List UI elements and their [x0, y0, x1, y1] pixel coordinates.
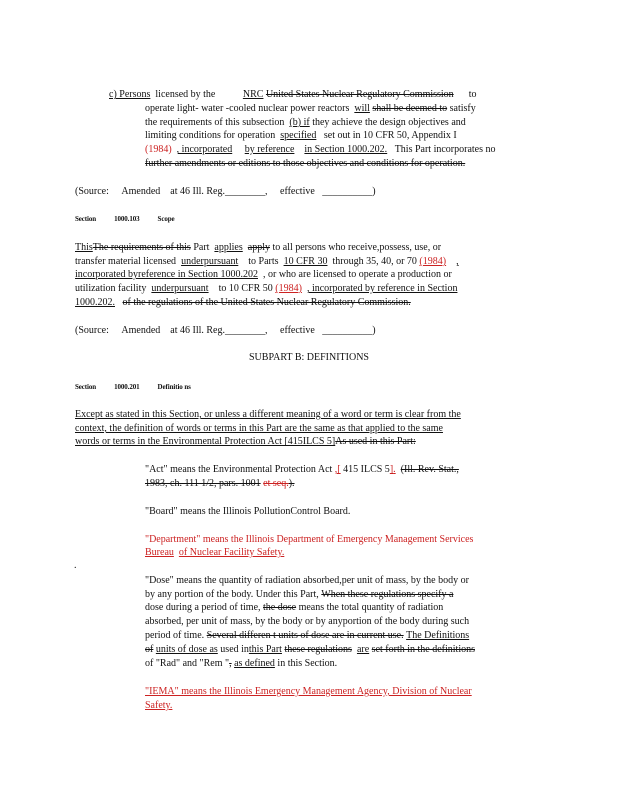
inserted-text: words or terms in the Environmental Protection Act [415ILCS 5]: [75, 436, 336, 447]
inserted-text: The Definitions: [406, 630, 470, 641]
text: "Act" means the Environmental Protection Act: [145, 464, 333, 475]
inserted-text-red: (1984): [419, 256, 447, 267]
def-dose-line-1: "Dose" means the quantity of radiation absorbed,per unit of mass, by the body or: [145, 575, 469, 586]
text: Amended: [121, 186, 161, 197]
text: set out in 10 CFR 50, Appendix I: [323, 130, 457, 141]
scope-line-3: [75, 269, 452, 281]
def-department-line-2: [145, 547, 284, 559]
definitions-intro-line-2: context, the definition of words or terms in this Part are the same as that applied to the same: [75, 423, 443, 434]
para-c-line-2: [145, 103, 476, 115]
inserted-text: , incorporated by reference in Section: [306, 283, 458, 294]
deleted-text: 1983, ch. 111 1/2, pars. 1001: [145, 478, 261, 489]
source-note-1: [75, 186, 376, 198]
item-label: c) Persons: [109, 89, 151, 100]
deleted-text: As used in this Part:: [335, 436, 416, 447]
scope-line-4: [75, 283, 457, 295]
text: in this Section.: [277, 658, 338, 669]
text: licensed by the: [155, 89, 216, 100]
text: effective: [280, 325, 315, 336]
text: transfer material licensed: [75, 256, 177, 267]
section-number: 1000.201: [114, 383, 140, 391]
text: at 46 Ill. Reg.: [170, 325, 225, 336]
inserted-text: will: [354, 103, 370, 114]
inserted-text-red: (1984): [275, 283, 302, 294]
text: (Source:: [75, 186, 109, 197]
text: to 10 CFR 50: [218, 283, 273, 294]
source-note-2: [75, 325, 376, 337]
inserted-text-red: ]: [389, 464, 394, 475]
deleted-text: further amendments or editions to those objectives and conditions for operation.: [145, 158, 466, 169]
inserted-text: as defined: [234, 658, 275, 669]
section-heading-1000-201: [75, 381, 209, 393]
inserted-text: 1000.202.: [75, 297, 115, 308]
def-dose-line-7: [145, 658, 337, 670]
scope-line-1: [75, 242, 441, 254]
def-dose-line-6: [145, 644, 475, 656]
para-c-line-6: [145, 158, 465, 170]
section-number: 1000.103: [114, 215, 140, 223]
section-label: Section: [75, 383, 97, 391]
text: Part: [193, 242, 210, 253]
section-label: Section: [75, 215, 97, 223]
def-dose-line-5: [145, 630, 469, 642]
deleted-text: the dose: [263, 602, 297, 613]
text: at 46 Ill. Reg.: [170, 186, 225, 197]
deleted-text: these regulations: [284, 644, 352, 655]
def-dose-line-2: [145, 589, 453, 601]
inserted-text: underpursuant: [181, 256, 239, 267]
def-iema-line-2: Safety.: [145, 700, 173, 711]
inserted-text-red: Bureau: [145, 547, 174, 558]
inserted-text: this Part: [248, 644, 282, 655]
text: means the total quantity of radiation: [298, 602, 444, 613]
inserted-text-red: .: [393, 464, 396, 475]
subpart-heading: SUBPART B: DEFINITIONS: [249, 352, 369, 363]
text: to: [468, 89, 477, 100]
deleted-text: ,: [229, 658, 232, 669]
blank-field: ________,: [225, 325, 268, 336]
inserted-text-red: (1984): [145, 144, 172, 155]
def-act-line-2: [145, 478, 295, 490]
inserted-text: NRC: [242, 89, 264, 100]
text: 415 ILCS 5: [343, 464, 390, 475]
deleted-text: apply: [247, 242, 270, 253]
text: , or who are licensed to operate a production or: [263, 269, 452, 280]
deleted-text: When these regulations specify a: [321, 589, 454, 600]
scope-line-5: [75, 297, 411, 309]
inserted-text: underpursuant: [151, 283, 209, 294]
inserted-text: specified: [280, 130, 317, 141]
scope-line-2: [75, 256, 459, 268]
deleted-text-red: et seq.: [263, 478, 289, 489]
inserted-text: (b) if: [289, 117, 310, 128]
inserted-text: in Section 1000.202.: [304, 144, 388, 155]
deleted-text: The requirements of this: [92, 242, 191, 253]
blank-field: ________,: [225, 186, 268, 197]
margin-mark: .: [74, 560, 77, 571]
section-title: Definitio ns: [157, 383, 191, 391]
def-department-line-1: "Department" means the Illinois Department of Emergency Management Services: [145, 534, 474, 545]
text: period of time.: [145, 630, 205, 641]
deleted-text: (Ill. Rev. Stat.,: [400, 464, 459, 475]
inserted-text: applies: [214, 242, 243, 253]
inserted-text: 10 CFR 30: [283, 256, 328, 267]
text: used in: [220, 644, 249, 655]
def-act-line-1: [145, 464, 459, 476]
text: the requirements of this subsection: [145, 117, 285, 128]
text: (Source:: [75, 325, 109, 336]
section-title: Scope: [157, 215, 175, 223]
para-c-line-1: [109, 89, 476, 101]
deleted-text: ).: [288, 478, 295, 489]
text: through 35, 40, or 70: [332, 256, 417, 267]
inserted-text: by reference: [244, 144, 295, 155]
text: of "Rad" and "Rem ": [145, 658, 230, 669]
text: dose during a period of time,: [145, 602, 261, 613]
text: by any portion of the body. Under this Part,: [145, 589, 319, 600]
section-heading-1000-103: [75, 213, 193, 225]
inserted-text: are: [356, 644, 370, 655]
def-dose-line-3: [145, 602, 443, 614]
text: utilization facility: [75, 283, 147, 294]
para-c-line-3: [145, 117, 466, 129]
definitions-intro-line-1: Except as stated in this Section, or unless a different meaning of a word or term is clear from the: [75, 409, 461, 420]
para-c-line-5: [145, 144, 496, 156]
deleted-text: of the regulations of the United States Nuclear Regulatory Commission.: [122, 297, 411, 308]
inserted-text-red: ,[: [334, 464, 341, 475]
deleted-text: United States Nuclear Regulatory Commission: [265, 89, 454, 100]
inserted-text-red: of Nuclear Facility Safety.: [178, 547, 285, 558]
text: effective: [280, 186, 315, 197]
deleted-text: set forth in the definitions: [371, 644, 475, 655]
text: satisfy: [449, 103, 476, 114]
deleted-text: of: [145, 644, 154, 655]
text: operate light- water -cooled nuclear power reactors: [145, 103, 350, 114]
text: Amended: [121, 325, 161, 336]
inserted-text: , incorporated: [176, 144, 233, 155]
inserted-text: units of dose as: [155, 644, 218, 655]
blank-field: __________): [322, 325, 376, 336]
inserted-text: ,: [456, 256, 459, 267]
para-c-line-4: [145, 130, 457, 142]
def-dose-line-4: absorbed, per unit of mass, by the body or by anyportion of the body during such: [145, 616, 470, 627]
text: they achieve the design objectives and: [312, 117, 466, 128]
text: to Parts: [248, 256, 279, 267]
blank-field: __________): [322, 186, 376, 197]
def-iema-line-1: "IEMA" means the Illinois Emergency Management Agency, Division of Nuclear: [145, 686, 472, 697]
inserted-text: This: [75, 242, 93, 253]
text: This Part incorporates no: [394, 144, 496, 155]
deleted-text: shall be deemed to: [372, 103, 448, 114]
text: limiting conditions for operation: [145, 130, 276, 141]
def-board: "Board" means the Illinois PollutionControl Board.: [145, 506, 351, 517]
text: to all persons who receive,possess, use, or: [272, 242, 442, 253]
inserted-text: incorporated byreference in Section 1000.202: [75, 269, 258, 280]
definitions-intro-line-3: [75, 436, 416, 448]
deleted-text: Several differen t units of dose are in current use.: [206, 630, 404, 641]
